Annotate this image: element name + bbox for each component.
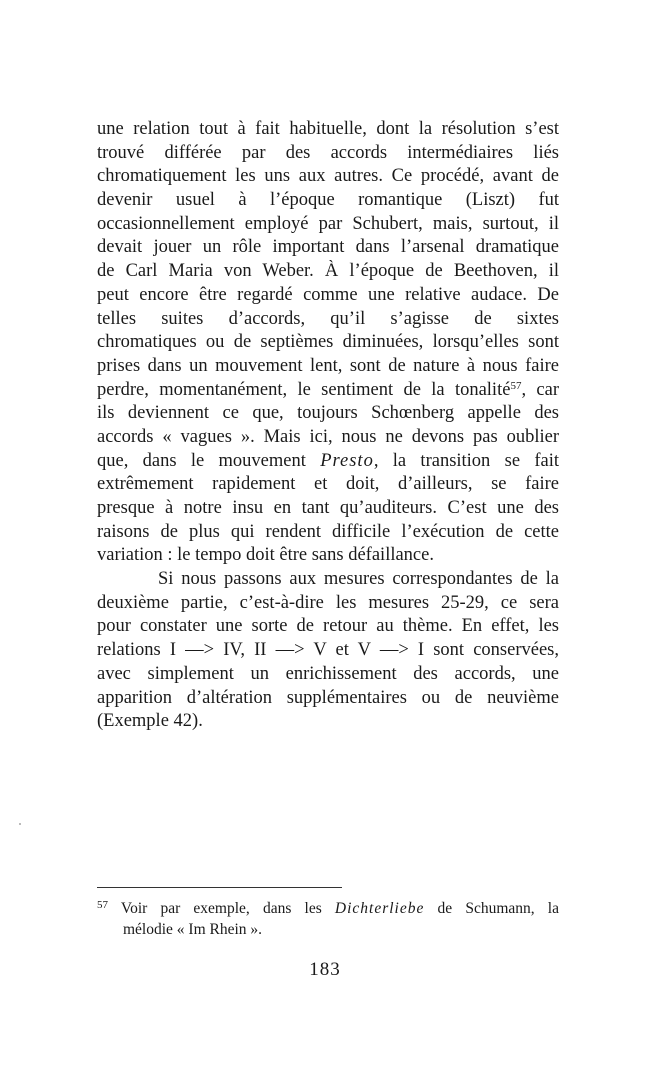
text-line-paragraph-end: variation : le tempo doit être sans défaillance. <box>97 545 434 566</box>
footnote-line <box>97 898 559 919</box>
text-line: peut encore être regardé comme une relative audace. De <box>97 284 559 305</box>
text-segment: que, dans le mouvement <box>97 450 321 471</box>
italic-term: Presto <box>320 450 374 471</box>
text-line: accords « vagues ». Mais ici, nous ne devons pas oublier <box>97 426 559 447</box>
text-segment: de Schumann, la <box>424 900 559 917</box>
text-line: prises dans un mouvement lent, sont de nature à nous faire <box>97 355 559 376</box>
text-line: presque à notre insu en tant qu’auditeurs. C’est une des <box>97 498 559 518</box>
footnote-number: 57 <box>97 899 108 911</box>
scan-speck <box>19 823 21 825</box>
text-line: occasionnellement employé par Schubert, mais, surtout, il <box>97 213 559 234</box>
text-line: pour constater une sorte de retour au thème. En effet, les <box>97 616 559 637</box>
text-line: ils deviennent ce que, toujours Schœnberg appelle des <box>97 403 559 424</box>
text-line: deuxième partie, c’est-à-dire les mesures 25-29, ce sera <box>97 592 559 613</box>
text-segment: Voir par exemple, dans les <box>108 900 335 917</box>
page-number: 183 <box>309 959 341 980</box>
text-line: avec simplement un enrichissement des accords, une <box>97 663 559 684</box>
footnote-line: mélodie « Im Rhein ». <box>123 921 263 938</box>
text-segment: , la transition se fait <box>373 450 559 471</box>
text-segment: , car <box>521 379 559 400</box>
text-line: devenir usuel à l’époque romantique (Liszt) fut <box>97 190 559 211</box>
text-line: chromatiquement les uns aux autres. Ce procédé, avant de <box>97 166 559 187</box>
italic-term: Dichterliebe <box>334 900 425 917</box>
text-line: telles suites d’accords, qu’il s’agisse de sixtes <box>97 308 559 329</box>
text-line-paragraph-start: Si nous passons aux mesures correspondantes de la <box>158 569 559 590</box>
text-line: raisons de plus qui rendent difficile l’exécution de cette <box>97 521 559 542</box>
text-line-with-italic <box>97 450 559 474</box>
text-line: relations I —> IV, II —> V et V —> I sont conservées, <box>97 640 559 661</box>
footnote <box>97 898 559 940</box>
text-line: une relation tout à fait habituelle, dont la résolution s’est <box>97 119 559 139</box>
text-line: trouvé différée par des accords intermédiaires liés <box>97 142 559 163</box>
body-text <box>97 118 559 734</box>
text-line: chromatiques ou de septièmes diminuées, lorsqu’elles sont <box>97 332 559 353</box>
text-line-with-note <box>97 379 559 403</box>
footnote-reference: 57 <box>510 379 522 392</box>
text-line: devait jouer un rôle important dans l’arsenal dramatique <box>97 237 559 258</box>
text-segment: perdre, momentanément, le sentiment de la tonalité <box>97 379 511 400</box>
text-line: de Carl Maria von Weber. À l’époque de Beethoven, il <box>97 261 559 282</box>
text-line: apparition d’altération supplémentaires ou de neuvième <box>97 687 559 708</box>
text-line-paragraph-end: (Exemple 42). <box>97 711 203 732</box>
text-line: extrêmement rapidement et doit, d’ailleurs, se faire <box>97 474 559 495</box>
footnote-divider <box>97 887 342 888</box>
